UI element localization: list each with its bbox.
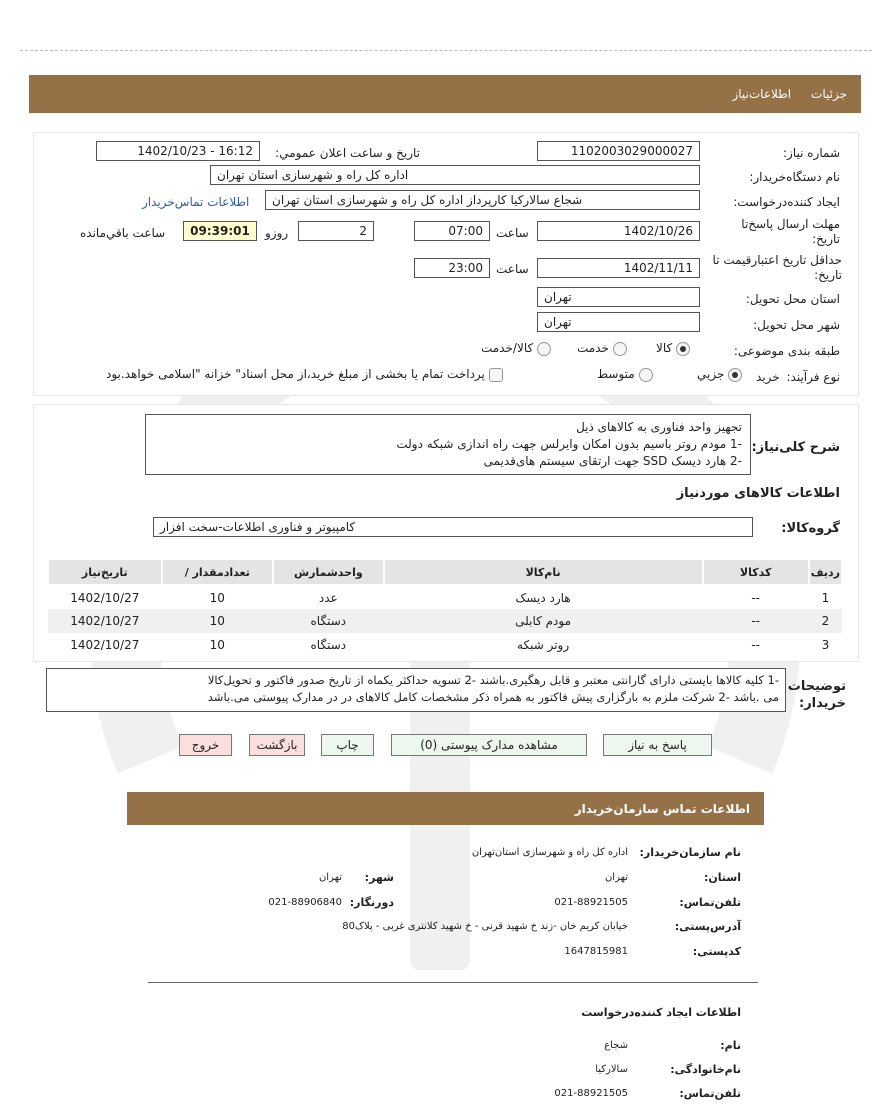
- radio-selected-icon[interactable]: [676, 342, 690, 356]
- back-button[interactable]: بازگشت: [249, 734, 305, 756]
- creator-name: شجاع: [604, 1040, 628, 1051]
- creator-field: شجاع سالارکیا کارپرداز اداره کل راه و شهرسازی استان تهران: [265, 190, 700, 210]
- goods-table: [47, 558, 843, 657]
- reply-time-field: 07:00: [414, 221, 490, 241]
- col-name: نام‌کالا: [384, 559, 703, 585]
- process-radio-minor[interactable]: جزیي: [697, 367, 742, 382]
- col-unit: واحدشمارش: [273, 559, 384, 585]
- validity-time-label: ساعت: [496, 262, 529, 276]
- province-field: تهران: [537, 287, 700, 307]
- buyer-contact-link[interactable]: اطلاعات تماس‌خریدار: [142, 195, 250, 209]
- goods-group-label: گروه‌کالا:: [781, 521, 840, 536]
- reply-date-field: 1402/10/26: [537, 221, 700, 241]
- process-radio-medium[interactable]: متوسط: [597, 367, 653, 382]
- col-row: ردیف: [809, 559, 842, 585]
- goods-section-title: اطلاعات کالاهای موردنیاز: [676, 486, 840, 501]
- days-label: روزو: [265, 226, 289, 240]
- tab-details[interactable]: جزئیات: [811, 87, 847, 101]
- category-radio-service[interactable]: خدمت: [577, 341, 627, 356]
- remaining-label: ساعت باقي‌مانده: [80, 226, 166, 240]
- validity-time-field: 23:00: [414, 258, 490, 278]
- creator-info-title: اطلاعات ایجاد کننده‌درخواست: [581, 1006, 741, 1019]
- contact-org: اداره کل راه و شهرسازی استان‌تهران: [471, 847, 628, 858]
- top-divider: [20, 50, 872, 51]
- reply-time-label: ساعت: [496, 226, 529, 240]
- process-label: نوع فرآیند:: [786, 370, 840, 384]
- buyer-org-label: نام دستگاه‌خریدار:: [749, 170, 840, 184]
- contact-province-label: استان:: [704, 871, 741, 884]
- print-button[interactable]: چاپ: [321, 734, 374, 756]
- buyer-org-field: اداره کل راه و شهرسازی استان تهران: [210, 165, 700, 185]
- page-header-bar: [29, 75, 861, 113]
- creator-family: سالارکیا: [595, 1064, 628, 1075]
- contact-postal-label: کدپستی:: [692, 945, 741, 958]
- table-row: 1 -- هارد دیسک عدد 10 1402/10/27: [70, 590, 830, 605]
- contact-address: خیابان کریم خان -زند خ شهید قرنی - خ شهید کلانتری غربی - پلاک80: [342, 921, 628, 932]
- summary-label: شرح کلی‌نیاز:: [751, 440, 840, 455]
- contact-phone-label: تلفن‌تماس:: [679, 896, 741, 909]
- contact-org-label: نام سازمان‌خریدار:: [639, 846, 741, 859]
- contact-phone: 021-88921505: [554, 897, 628, 908]
- creator-family-label: نام‌خانوادگی:: [670, 1063, 741, 1076]
- need-number-label: شماره نیاز:: [783, 146, 840, 160]
- table-header-row: [48, 559, 842, 585]
- contact-postal: 1647815981: [564, 946, 628, 957]
- radio-icon[interactable]: [537, 342, 551, 356]
- process-purchase-label: خرید: [756, 370, 780, 384]
- province-label: استان محل تحویل:: [745, 292, 840, 306]
- goods-group-field: کامپیوتر و فناوری اطلاعات-سخت افزار: [153, 517, 753, 537]
- exit-button[interactable]: خروج: [179, 734, 232, 756]
- summary-text: تجهیز واحد فناوری به کالاهای ذیل -1 مودم روتر باسیم بدون امکان وایرلس جهت راه اندازی شبکه دولت -2 هارد دیسک SSD جهت ارتقای سیستم های‌قدیمی: [145, 414, 751, 475]
- reply-button[interactable]: پاسخ به نیاز: [603, 734, 712, 756]
- contact-fax: 021-88906840: [268, 897, 342, 908]
- announce-date-field: 1402/10/23 - 16:12: [96, 141, 260, 161]
- col-code: کدکالا: [703, 559, 809, 585]
- contact-fax-label: دورنگار:: [349, 896, 394, 909]
- radio-icon[interactable]: [613, 342, 627, 356]
- validity-label: حداقل تاریخ اعتبار‌قیمت تا تاریخ:: [712, 253, 842, 282]
- remaining-time-field: 09:39:01: [183, 221, 257, 241]
- need-number-field: 1102003029000027: [537, 141, 700, 161]
- days-field: 2: [298, 221, 374, 241]
- city-label: شهر محل تحویل:: [753, 318, 840, 332]
- creator-phone-label: تلفن‌تماس:: [679, 1087, 741, 1100]
- creator-phone: 021-88921505: [554, 1088, 628, 1099]
- contact-address-label: آدرس‌پستی:: [674, 920, 741, 933]
- category-radio-goods[interactable]: کالا: [656, 341, 690, 356]
- contact-city-label: شهر:: [364, 871, 394, 884]
- view-attachments-button[interactable]: مشاهده مدارک پیوستی (0): [391, 734, 587, 756]
- reply-deadline-label: مهلت ارسال پاسخ‌تا تاریخ:: [741, 217, 840, 246]
- creator-name-label: نام:: [720, 1039, 741, 1052]
- announce-date-label: تاریخ و ساعت اعلان عمومي:: [275, 146, 420, 160]
- buyer-notes-label: توضیحات خریدار:: [787, 679, 846, 711]
- radio-icon[interactable]: [639, 368, 653, 382]
- category-radio-both[interactable]: کالا/خدمت: [481, 341, 551, 356]
- treasury-payment-option[interactable]: پرداخت تمام یا بخشی از مبلغ خرید،از محل اسناد" خزانه "اسلامی خواهد.بود: [106, 367, 503, 382]
- contact-province: تهران: [604, 872, 628, 883]
- contact-divider: [148, 982, 758, 983]
- col-date: تاریخ‌نیاز: [48, 559, 162, 585]
- city-field: تهران: [537, 312, 700, 332]
- validity-date-field: 1402/11/11: [537, 258, 700, 278]
- table-row: 2 -- مودم کابلی دستگاه 10 1402/10/27: [48, 609, 842, 633]
- buyer-notes-text: -1 کلیه کالاها بایستی دارای گارانتی معتبر و قابل رهگیری.باشند -2 تسویه حداکثر یکماه از تاریخ صدور فاکتور و تحویل‌کالا می .باشد -2 شرکت ملزم به بارگزاری پیش فاکتور به همراه ذکر مشخصات کامل کالاهای در در مدارک پیوستی می.باشد: [46, 668, 786, 712]
- col-qty: تعدادمقدار /: [162, 559, 273, 585]
- checkbox-icon[interactable]: [489, 368, 503, 382]
- radio-selected-icon[interactable]: [728, 368, 742, 382]
- creator-label: ایجاد کننده‌درخواست:: [733, 195, 840, 209]
- contact-city: تهران: [318, 872, 342, 883]
- category-label: طبقه بندی موضوعی:: [733, 344, 840, 358]
- contact-header-bar: اطلاعات تماس سازمان‌خریدار: [127, 792, 764, 825]
- tab-need-info[interactable]: اطلاعات‌نیاز: [732, 87, 792, 101]
- table-row: 3 -- روتر شبکه دستگاه 10 1402/10/27: [70, 638, 830, 652]
